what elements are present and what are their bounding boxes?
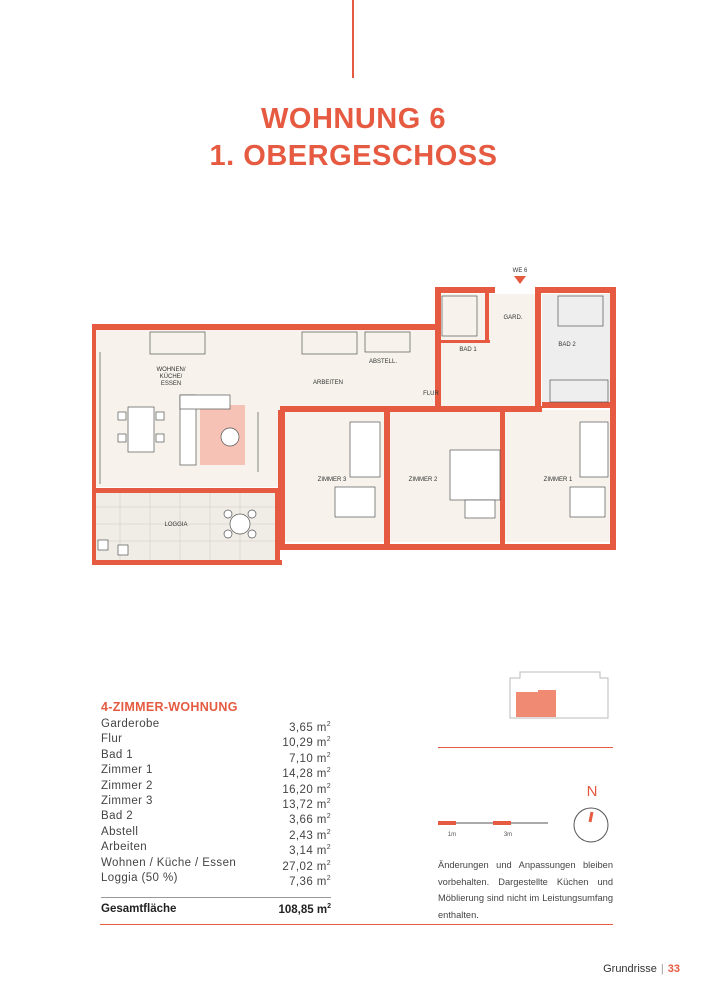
- area-table: [101, 700, 331, 916]
- label-bad2: BAD 2: [558, 342, 576, 348]
- area-room-name: Wohnen / Küche / Essen: [101, 856, 237, 869]
- top-divider-line: [352, 0, 354, 78]
- area-row: [101, 717, 331, 732]
- compass-letter: N: [586, 783, 598, 800]
- page-footer: [603, 963, 680, 975]
- page-number: 33: [667, 963, 680, 975]
- right-divider-top: [438, 747, 613, 748]
- area-total-row: [101, 903, 331, 916]
- area-room-name: Bad 1: [101, 748, 134, 761]
- area-total-label: Gesamtfläche: [101, 903, 177, 916]
- entrance-arrow-icon: [514, 276, 526, 284]
- area-rows: [101, 717, 331, 886]
- label-abstell: ABSTELL.: [368, 359, 398, 365]
- label-wohnen-3: ESSEN: [160, 381, 182, 387]
- area-room-value: 3,66 $m^2$: [289, 813, 331, 827]
- scale-bar: [438, 818, 548, 838]
- floor-plan: [80, 262, 640, 572]
- area-room-value: 7,36 $m^2$: [289, 874, 331, 888]
- area-separator: [101, 897, 331, 898]
- area-room-name: Garderobe: [101, 718, 160, 730]
- label-flur: FLUR: [423, 391, 439, 397]
- label-wohnen-1: WOHNEN/: [156, 367, 186, 373]
- label-garderobe: GARD.: [503, 315, 523, 321]
- scale-mark-3m: 3m: [503, 832, 513, 838]
- building-location-map: [508, 670, 610, 720]
- area-room-value: 3,65 $m^2$: [289, 721, 331, 734]
- area-row: [101, 809, 331, 827]
- north-compass-icon: [571, 778, 611, 848]
- footer-section: Grundrisse: [603, 963, 657, 975]
- area-room-value: 2,43 $m^2$: [289, 828, 331, 842]
- area-room-name: Loggia (50 %): [101, 871, 178, 884]
- area-row: [101, 763, 331, 778]
- bottom-divider: [100, 924, 613, 925]
- page-subtitle: 1. OBERGESCHOSS: [209, 140, 498, 172]
- label-wohnen-2: KÜCHE/: [159, 374, 183, 380]
- area-room-name: Flur: [101, 733, 123, 746]
- scale-mark-1m: 1m: [447, 832, 457, 838]
- area-room-name: Zimmer 3: [101, 794, 153, 807]
- area-room-name: Arbeiten: [101, 841, 148, 854]
- label-zimmer1: ZIMMER 1: [543, 477, 573, 483]
- area-row: [101, 748, 331, 763]
- area-row: [101, 871, 331, 886]
- area-row: [101, 825, 331, 840]
- label-bad1: BAD 1: [459, 347, 477, 353]
- label-zimmer2: ZIMMER 2: [408, 477, 438, 483]
- label-arbeiten: ARBEITEN: [312, 380, 344, 386]
- area-room-name: Zimmer 2: [101, 779, 153, 792]
- disclaimer-note: Änderungen und Anpassungen bleiben vorbehalten. Dargestellte Küchen und Möblierung sind nicht im Leistungsumfang enthalten.: [438, 860, 613, 920]
- area-room-value: 10,29 $m^2$: [282, 736, 331, 750]
- page-title: WOHNUNG 6: [261, 103, 446, 135]
- area-room-name: Bad 2: [101, 810, 134, 823]
- area-row: [101, 840, 331, 855]
- label-loggia: LOGGIA: [164, 522, 188, 528]
- area-room-value: 16,20 $m^2$: [282, 782, 331, 796]
- area-room-value: 27,02 $m^2$: [282, 859, 331, 873]
- area-row: [101, 794, 331, 809]
- label-entrance: WE 6: [512, 268, 528, 274]
- area-room-value: 3,14 $m^2$: [289, 844, 331, 857]
- area-row: [101, 779, 331, 794]
- area-row: [101, 732, 331, 750]
- area-room-value: 7,10 $m^2$: [289, 751, 331, 765]
- area-room-value: 13,72 $m^2$: [282, 797, 331, 811]
- footer-separator: |: [660, 963, 664, 975]
- area-room-name: Zimmer 1: [101, 764, 153, 777]
- area-total-value: 108,85 $m^2$: [278, 903, 331, 917]
- area-room-value: 14,28 $m^2$: [282, 767, 331, 780]
- area-room-name: Abstell: [101, 825, 139, 838]
- area-table-heading: 4-ZIMMER-WOHNUNG: [101, 700, 238, 714]
- area-row: [101, 856, 331, 871]
- label-zimmer3: ZIMMER 3: [317, 477, 347, 483]
